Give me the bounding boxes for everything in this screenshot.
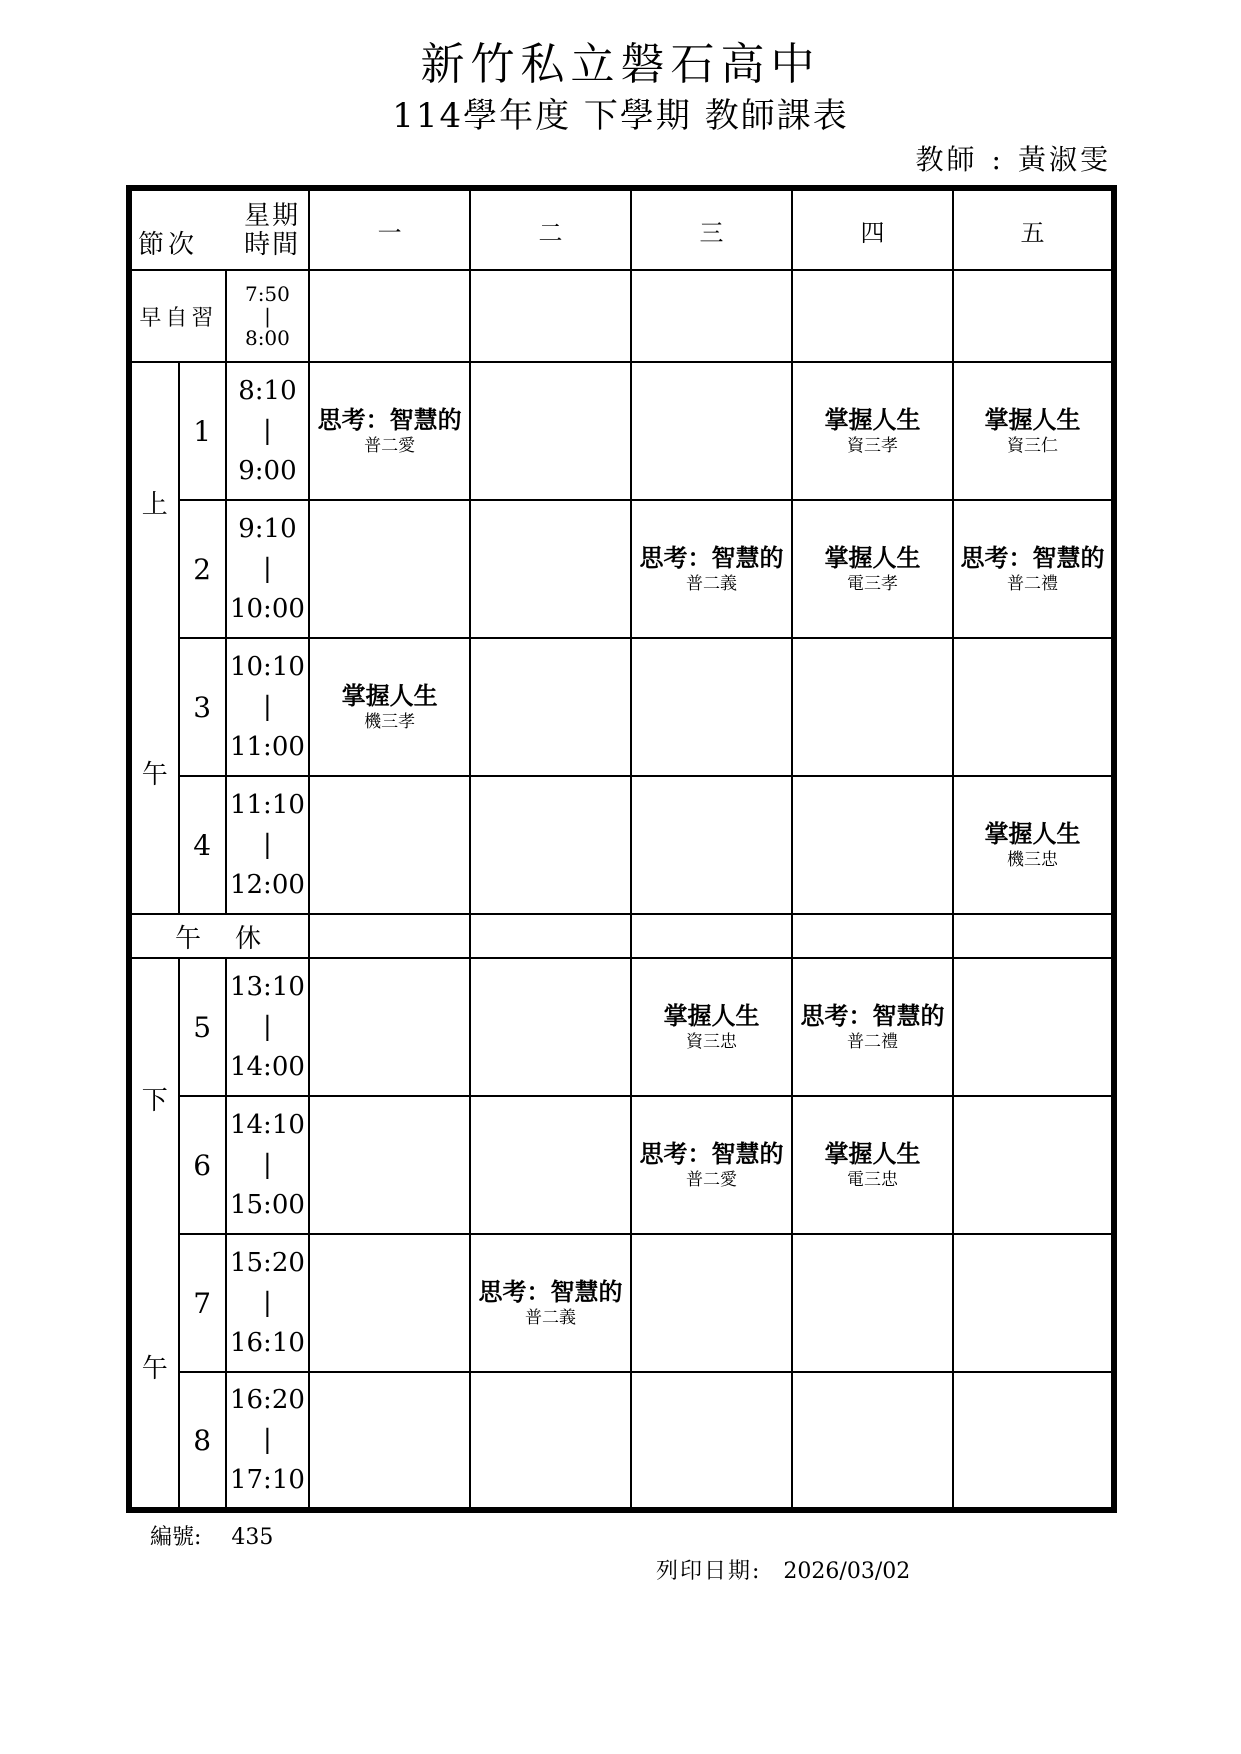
period-number: 6 bbox=[179, 1096, 226, 1234]
schedule-cell bbox=[470, 1096, 631, 1234]
schedule-cell bbox=[953, 500, 1114, 638]
period-bar: | bbox=[263, 554, 272, 584]
schedule-cell bbox=[953, 1096, 1114, 1234]
period-bar: | bbox=[263, 1425, 272, 1455]
period-time bbox=[226, 776, 309, 914]
schedule-cell bbox=[470, 1372, 631, 1510]
early-study-label: 早自習 bbox=[129, 270, 226, 362]
schedule-cell bbox=[792, 914, 953, 958]
schedule-cell bbox=[631, 362, 792, 500]
schedule-cell bbox=[953, 270, 1114, 362]
period-row bbox=[129, 638, 1114, 776]
course-name: 思考：智慧的 bbox=[960, 544, 1105, 572]
period-number: 3 bbox=[179, 638, 226, 776]
morning-label-bottom: 午 bbox=[141, 759, 168, 790]
period-bar: | bbox=[263, 1288, 272, 1318]
schedule-cell bbox=[309, 776, 470, 914]
period-start: 16:20 bbox=[229, 1385, 305, 1415]
id-value: 435 bbox=[231, 1525, 274, 1550]
teacher-sep: : bbox=[991, 143, 1004, 176]
class-name: 普二義 bbox=[525, 1308, 577, 1328]
course-name: 掌握人生 bbox=[824, 406, 921, 434]
morning-label bbox=[129, 362, 179, 914]
schedule-cell bbox=[631, 270, 792, 362]
period-row bbox=[129, 958, 1114, 1096]
schedule-cell bbox=[309, 500, 470, 638]
id-label: 編號: bbox=[150, 1525, 202, 1550]
document-id bbox=[150, 1520, 273, 1551]
period-bar: | bbox=[263, 692, 272, 722]
period-number: 7 bbox=[179, 1234, 226, 1372]
period-end: 12:00 bbox=[229, 870, 305, 900]
class-name: 普二義 bbox=[686, 574, 738, 594]
schedule-cell bbox=[309, 362, 470, 500]
early-end: 8:00 bbox=[244, 326, 290, 350]
course-name: 思考：智慧的 bbox=[639, 1140, 784, 1168]
class-name: 機三忠 bbox=[1006, 850, 1058, 870]
period-time bbox=[226, 1234, 309, 1372]
afternoon-label bbox=[129, 958, 179, 1510]
early-start: 7:50 bbox=[244, 282, 290, 306]
schedule-cell bbox=[953, 1372, 1114, 1510]
period-number: 8 bbox=[179, 1372, 226, 1510]
schedule-cell bbox=[470, 638, 631, 776]
course-name: 掌握人生 bbox=[341, 682, 438, 710]
period-end: 17:10 bbox=[229, 1465, 305, 1495]
period-bar: | bbox=[263, 416, 272, 446]
period-number: 4 bbox=[179, 776, 226, 914]
course-name: 掌握人生 bbox=[663, 1002, 760, 1030]
course-name: 思考：智慧的 bbox=[639, 544, 784, 572]
period-bar: | bbox=[263, 1012, 272, 1042]
period-bar: | bbox=[263, 830, 272, 860]
day-header-wed: 三 bbox=[631, 188, 792, 270]
class-name: 普二愛 bbox=[686, 1170, 738, 1190]
period-time bbox=[226, 1372, 309, 1510]
schedule-cell bbox=[631, 1096, 792, 1234]
period-number: 1 bbox=[179, 362, 226, 500]
print-date bbox=[656, 1554, 910, 1585]
period-number: 2 bbox=[179, 500, 226, 638]
term-title: 114學年度 下學期 教師課表 bbox=[392, 96, 849, 136]
course-name: 思考：智慧的 bbox=[478, 1278, 623, 1306]
period-end: 10:00 bbox=[229, 594, 305, 624]
period-number: 5 bbox=[179, 958, 226, 1096]
early-study-row bbox=[129, 270, 1114, 362]
date-value: 2026/03/02 bbox=[783, 1559, 911, 1584]
schedule-cell bbox=[470, 270, 631, 362]
period-end: 9:00 bbox=[238, 456, 297, 486]
day-header-tue: 二 bbox=[470, 188, 631, 270]
course-name: 掌握人生 bbox=[824, 544, 921, 572]
schedule-cell bbox=[470, 500, 631, 638]
school-title: 新竹私立磐石高中 bbox=[420, 39, 821, 90]
teacher-name: 黃淑雯 bbox=[1017, 143, 1111, 176]
schedule-cell bbox=[953, 362, 1114, 500]
class-name: 資三忠 bbox=[686, 1032, 738, 1052]
date-label: 列印日期: bbox=[656, 1559, 762, 1584]
period-end: 11:00 bbox=[229, 732, 305, 762]
schedule-cell bbox=[792, 958, 953, 1096]
schedule-cell bbox=[470, 1234, 631, 1372]
period-time bbox=[226, 638, 309, 776]
schedule-cell bbox=[792, 1096, 953, 1234]
schedule-cell bbox=[953, 638, 1114, 776]
course-name: 掌握人生 bbox=[984, 406, 1081, 434]
schedule-cell bbox=[631, 500, 792, 638]
schedule-cell bbox=[309, 958, 470, 1096]
period-row bbox=[129, 1234, 1114, 1372]
class-name: 資三孝 bbox=[846, 436, 898, 456]
class-name: 普二愛 bbox=[364, 436, 416, 456]
schedule-cell bbox=[953, 1234, 1114, 1372]
early-study-time bbox=[226, 270, 309, 362]
period-row bbox=[129, 500, 1114, 638]
schedule-cell bbox=[470, 914, 631, 958]
period-start: 14:10 bbox=[229, 1110, 305, 1140]
day-header-mon: 一 bbox=[309, 188, 470, 270]
teacher-label: 教師 bbox=[915, 143, 978, 176]
schedule-cell bbox=[953, 914, 1114, 958]
teacher-line bbox=[916, 138, 1111, 178]
class-name: 資三仁 bbox=[1006, 436, 1058, 456]
course-name: 思考：智慧的 bbox=[800, 1002, 945, 1030]
period-row bbox=[129, 1096, 1114, 1234]
course-name: 掌握人生 bbox=[824, 1140, 921, 1168]
corner-week: 星期 bbox=[244, 201, 301, 231]
corner-cell bbox=[129, 188, 309, 270]
class-name: 機三孝 bbox=[364, 712, 416, 732]
lunch-break-label: 午 休 bbox=[129, 914, 309, 958]
schedule-cell bbox=[792, 270, 953, 362]
day-header-fri: 五 bbox=[953, 188, 1114, 270]
period-end: 14:00 bbox=[229, 1052, 305, 1082]
schedule-cell bbox=[792, 638, 953, 776]
early-bar: | bbox=[264, 304, 271, 328]
schedule-cell bbox=[631, 638, 792, 776]
period-time bbox=[226, 500, 309, 638]
lunch-break-row bbox=[129, 914, 1114, 958]
schedule-cell bbox=[792, 776, 953, 914]
period-row bbox=[129, 1372, 1114, 1510]
schedule-cell bbox=[309, 1234, 470, 1372]
class-name: 電三孝 bbox=[846, 574, 898, 594]
period-end: 15:00 bbox=[229, 1190, 305, 1220]
class-name: 電三忠 bbox=[846, 1170, 898, 1190]
afternoon-label-top: 下 bbox=[141, 1085, 168, 1116]
schedule-cell bbox=[792, 1372, 953, 1510]
afternoon-label-bottom: 午 bbox=[141, 1354, 168, 1385]
schedule-cell bbox=[953, 776, 1114, 914]
period-time bbox=[226, 362, 309, 500]
schedule-cell bbox=[470, 958, 631, 1096]
period-time bbox=[226, 958, 309, 1096]
schedule-cell bbox=[470, 776, 631, 914]
schedule-cell bbox=[631, 914, 792, 958]
schedule-cell bbox=[792, 362, 953, 500]
corner-time: 時間 bbox=[244, 230, 301, 260]
period-time bbox=[226, 1096, 309, 1234]
schedule-cell bbox=[309, 270, 470, 362]
period-bar: | bbox=[263, 1150, 272, 1180]
schedule-cell bbox=[470, 362, 631, 500]
class-name: 普二禮 bbox=[846, 1032, 898, 1052]
schedule-cell bbox=[953, 958, 1114, 1096]
schedule-cell bbox=[631, 958, 792, 1096]
day-header-thu: 四 bbox=[792, 188, 953, 270]
schedule-cell bbox=[309, 1096, 470, 1234]
period-start: 9:10 bbox=[238, 514, 297, 544]
period-start: 8:10 bbox=[238, 376, 297, 406]
schedule-cell bbox=[631, 1372, 792, 1510]
schedule-cell bbox=[309, 638, 470, 776]
period-start: 11:10 bbox=[229, 790, 305, 820]
header-row bbox=[129, 188, 1114, 270]
period-start: 10:10 bbox=[229, 652, 305, 682]
period-start: 13:10 bbox=[229, 972, 305, 1002]
corner-slot: 節次 bbox=[138, 230, 199, 260]
period-end: 16:10 bbox=[229, 1328, 305, 1358]
timetable bbox=[126, 185, 1117, 1513]
schedule-cell bbox=[792, 500, 953, 638]
schedule-cell bbox=[631, 1234, 792, 1372]
schedule-cell bbox=[792, 1234, 953, 1372]
schedule-cell bbox=[309, 1372, 470, 1510]
course-name: 掌握人生 bbox=[984, 820, 1081, 848]
class-name: 普二禮 bbox=[1006, 574, 1058, 594]
course-name: 思考：智慧的 bbox=[317, 406, 462, 434]
schedule-cell bbox=[309, 914, 470, 958]
period-start: 15:20 bbox=[229, 1248, 305, 1278]
schedule-cell bbox=[631, 776, 792, 914]
period-row bbox=[129, 362, 1114, 500]
morning-label-top: 上 bbox=[141, 490, 168, 520]
period-row bbox=[129, 776, 1114, 914]
